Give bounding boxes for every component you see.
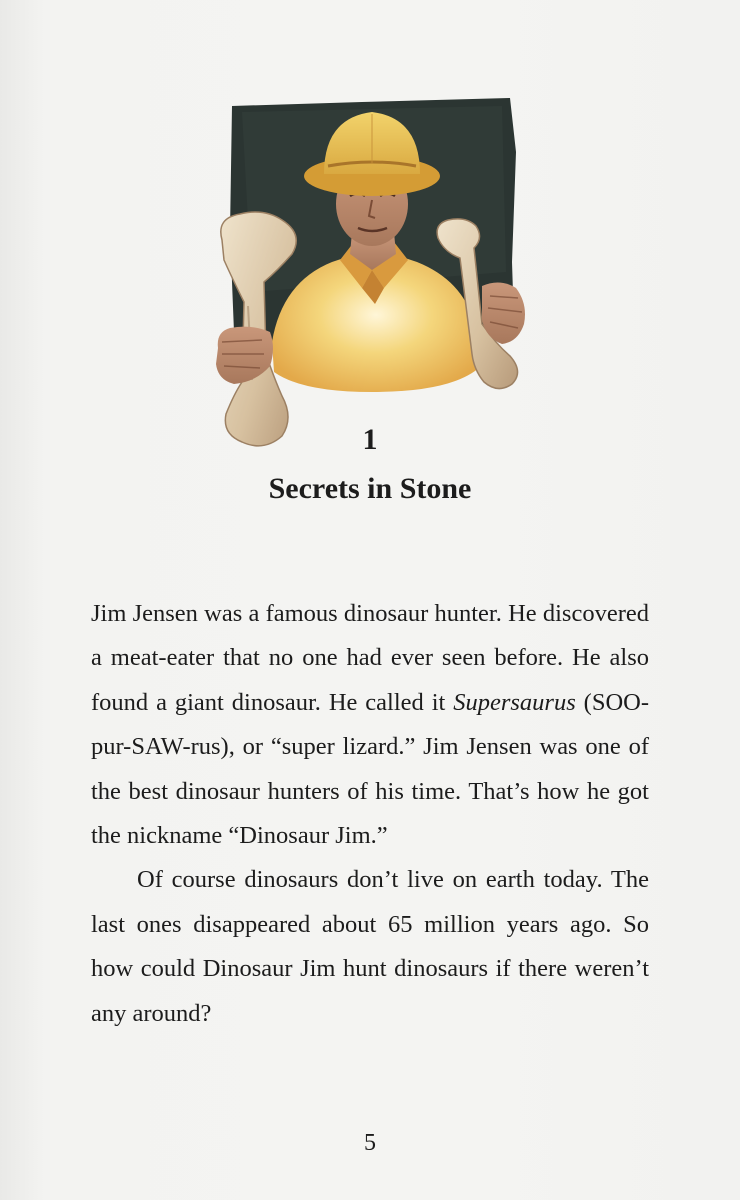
page-number: 5 bbox=[364, 1130, 376, 1156]
chapter-number: 1 bbox=[362, 423, 378, 456]
chapter-body bbox=[91, 592, 649, 1036]
chapter-illustration bbox=[212, 92, 532, 452]
text-segment: Jim Jensen was a famous dinosaur hunter. He discovered a meat-eater that no one had ever seen before. He also found a giant dinosaur. He called it bbox=[91, 600, 649, 716]
text-segment: Of course dinosaurs don’t live on earth today. The last ones disappeared about 65 million years ago. So how could Dinosaur Jim hunt dinosaurs if there weren’t any around? bbox=[91, 866, 649, 1027]
chapter-title: Secrets in Stone bbox=[268, 472, 472, 505]
paragraph-2 bbox=[91, 858, 649, 1036]
paragraph-1 bbox=[91, 592, 649, 858]
text-segment: (SOO-pur-SAW-rus), or “super lizard.” Jim Jensen was one of the best dinosaur hunters of his time. That’s how he got the nickname “Dinosaur Jim.” bbox=[91, 688, 649, 850]
dinosaur-name: Supersaurus bbox=[453, 688, 576, 716]
